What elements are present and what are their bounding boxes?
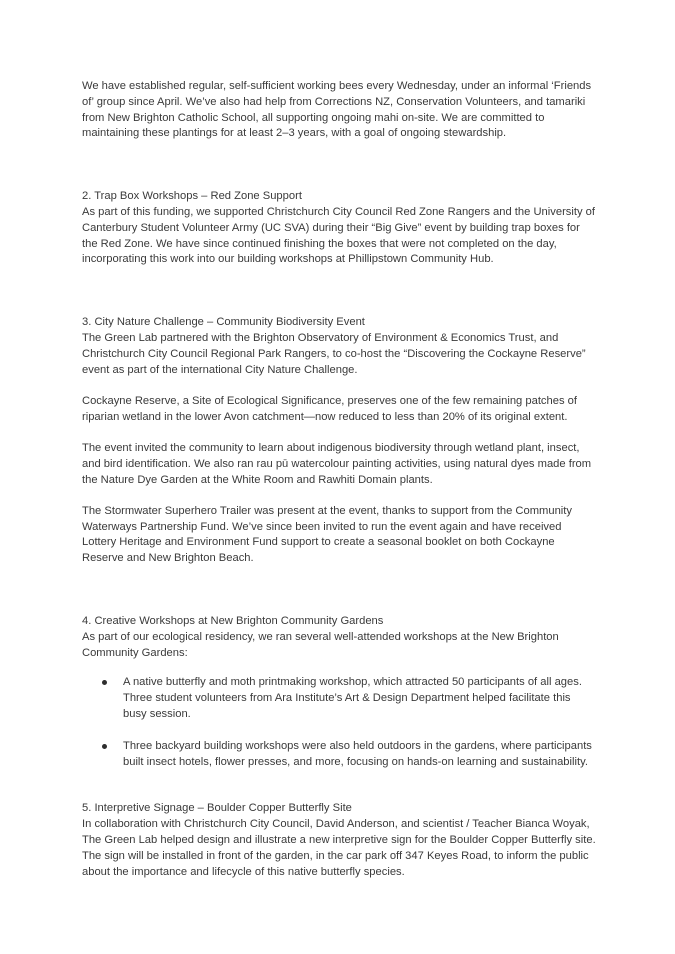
section-title: 5. Interpretive Signage – Boulder Copper Butterfly Site (82, 802, 352, 815)
document-page (82, 79, 597, 927)
section-paragraph: The Stormwater Superhero Trailer was present at the event, thanks to support from the Community Waterways Partnership Fund. We’ve since been invited to run the event again and have received Lottery Heritage and Environment Fund support to create a seasonal booklet on both Cockayne Reserve and New Brighton Beach. (82, 504, 572, 565)
list-item (82, 739, 597, 771)
section-paragraph: Cockayne Reserve, a Site of Ecological Significance, preserves one of the few remaining patches of riparian wetland in the lower Avon catchment—now reduced to less than 20% of its original extent. (82, 394, 578, 423)
section-title: 3. City Nature Challenge – Community Biodiversity Event (82, 316, 365, 329)
list-item-text: A native butterfly and moth printmaking workshop, which attracted 50 participants of all ages. Three student volunteers from Ara Institute’s Art & Design Department helped facilitate this busy session. (123, 676, 582, 721)
section-paragraph: In collaboration with Christchurch City Council, David Anderson, and scientist / Teacher Bianca Woyak, The Green Lab helped design and illustrate a new interpretive sign for the Boulder Copper Butterfly site. The sign will be installed in front of the garden, in the car park off 347 Keyes Road, to inform the public about the importance and lifecycle of this native butterfly species. (82, 818, 596, 878)
section-interpretive-signage (82, 801, 597, 880)
section-title: 4. Creative Workshops at New Brighton Community Gardens (82, 615, 384, 628)
section-paragraph: The Green Lab partnered with the Brighton Observatory of Environment & Economics Trust, and Christchurch City Council Regional Park Rangers, to co-host the “Discovering the Cockayne Reserve” event as part of the international City Nature Challenge. (82, 331, 586, 376)
section-creative-workshops (82, 614, 597, 770)
section-paragraph: As part of this funding, we supported Christchurch City Council Red Zone Rangers and the University of Canterbury Student Volunteer Army (UC SVA) during their “Big Give” event by building trap boxes for the Red Zone. We have since continued finishing the boxes that were not completed on the day, incorporating this work into our building workshops at Phillipstown Community Hub. (82, 205, 596, 266)
section-paragraph: The event invited the community to learn about indigenous biodiversity through wetland plant, insect, and bird identification. We also ran rau pū watercolour painting activities, using natural dyes made from the Nature Dye Garden at the White Room and Rawhiti Domain plants. (82, 441, 592, 486)
bullet-icon (102, 680, 107, 685)
section-paragraph: As part of our ecological residency, we ran several well-attended workshops at the New Brighton Community Gardens: (82, 630, 559, 659)
section-title: 2. Trap Box Workshops – Red Zone Support (82, 190, 302, 203)
list-item (82, 675, 597, 722)
workshop-bullet-list (82, 675, 597, 770)
section-city-nature-challenge (82, 315, 597, 567)
bullet-icon (102, 744, 107, 749)
intro-paragraph: We have established regular, self-sufficient working bees every Wednesday, under an informal ‘Friends of’ group since April. We’ve also had help from Corrections NZ, Conservation Volunteers, and tamariki from New Brighton Catholic School, all supporting ongoing mahi on-site. We are committed to maintaining these plantings for at least 2–3 years, with a goal of ongoing stewardship. (82, 80, 592, 140)
list-item-text: Three backyard building workshops were also held outdoors in the gardens, where participants built insect hotels, flower presses, and more, focusing on hands-on learning and sustainability. (123, 739, 592, 768)
section-trap-box-workshops (82, 189, 597, 268)
